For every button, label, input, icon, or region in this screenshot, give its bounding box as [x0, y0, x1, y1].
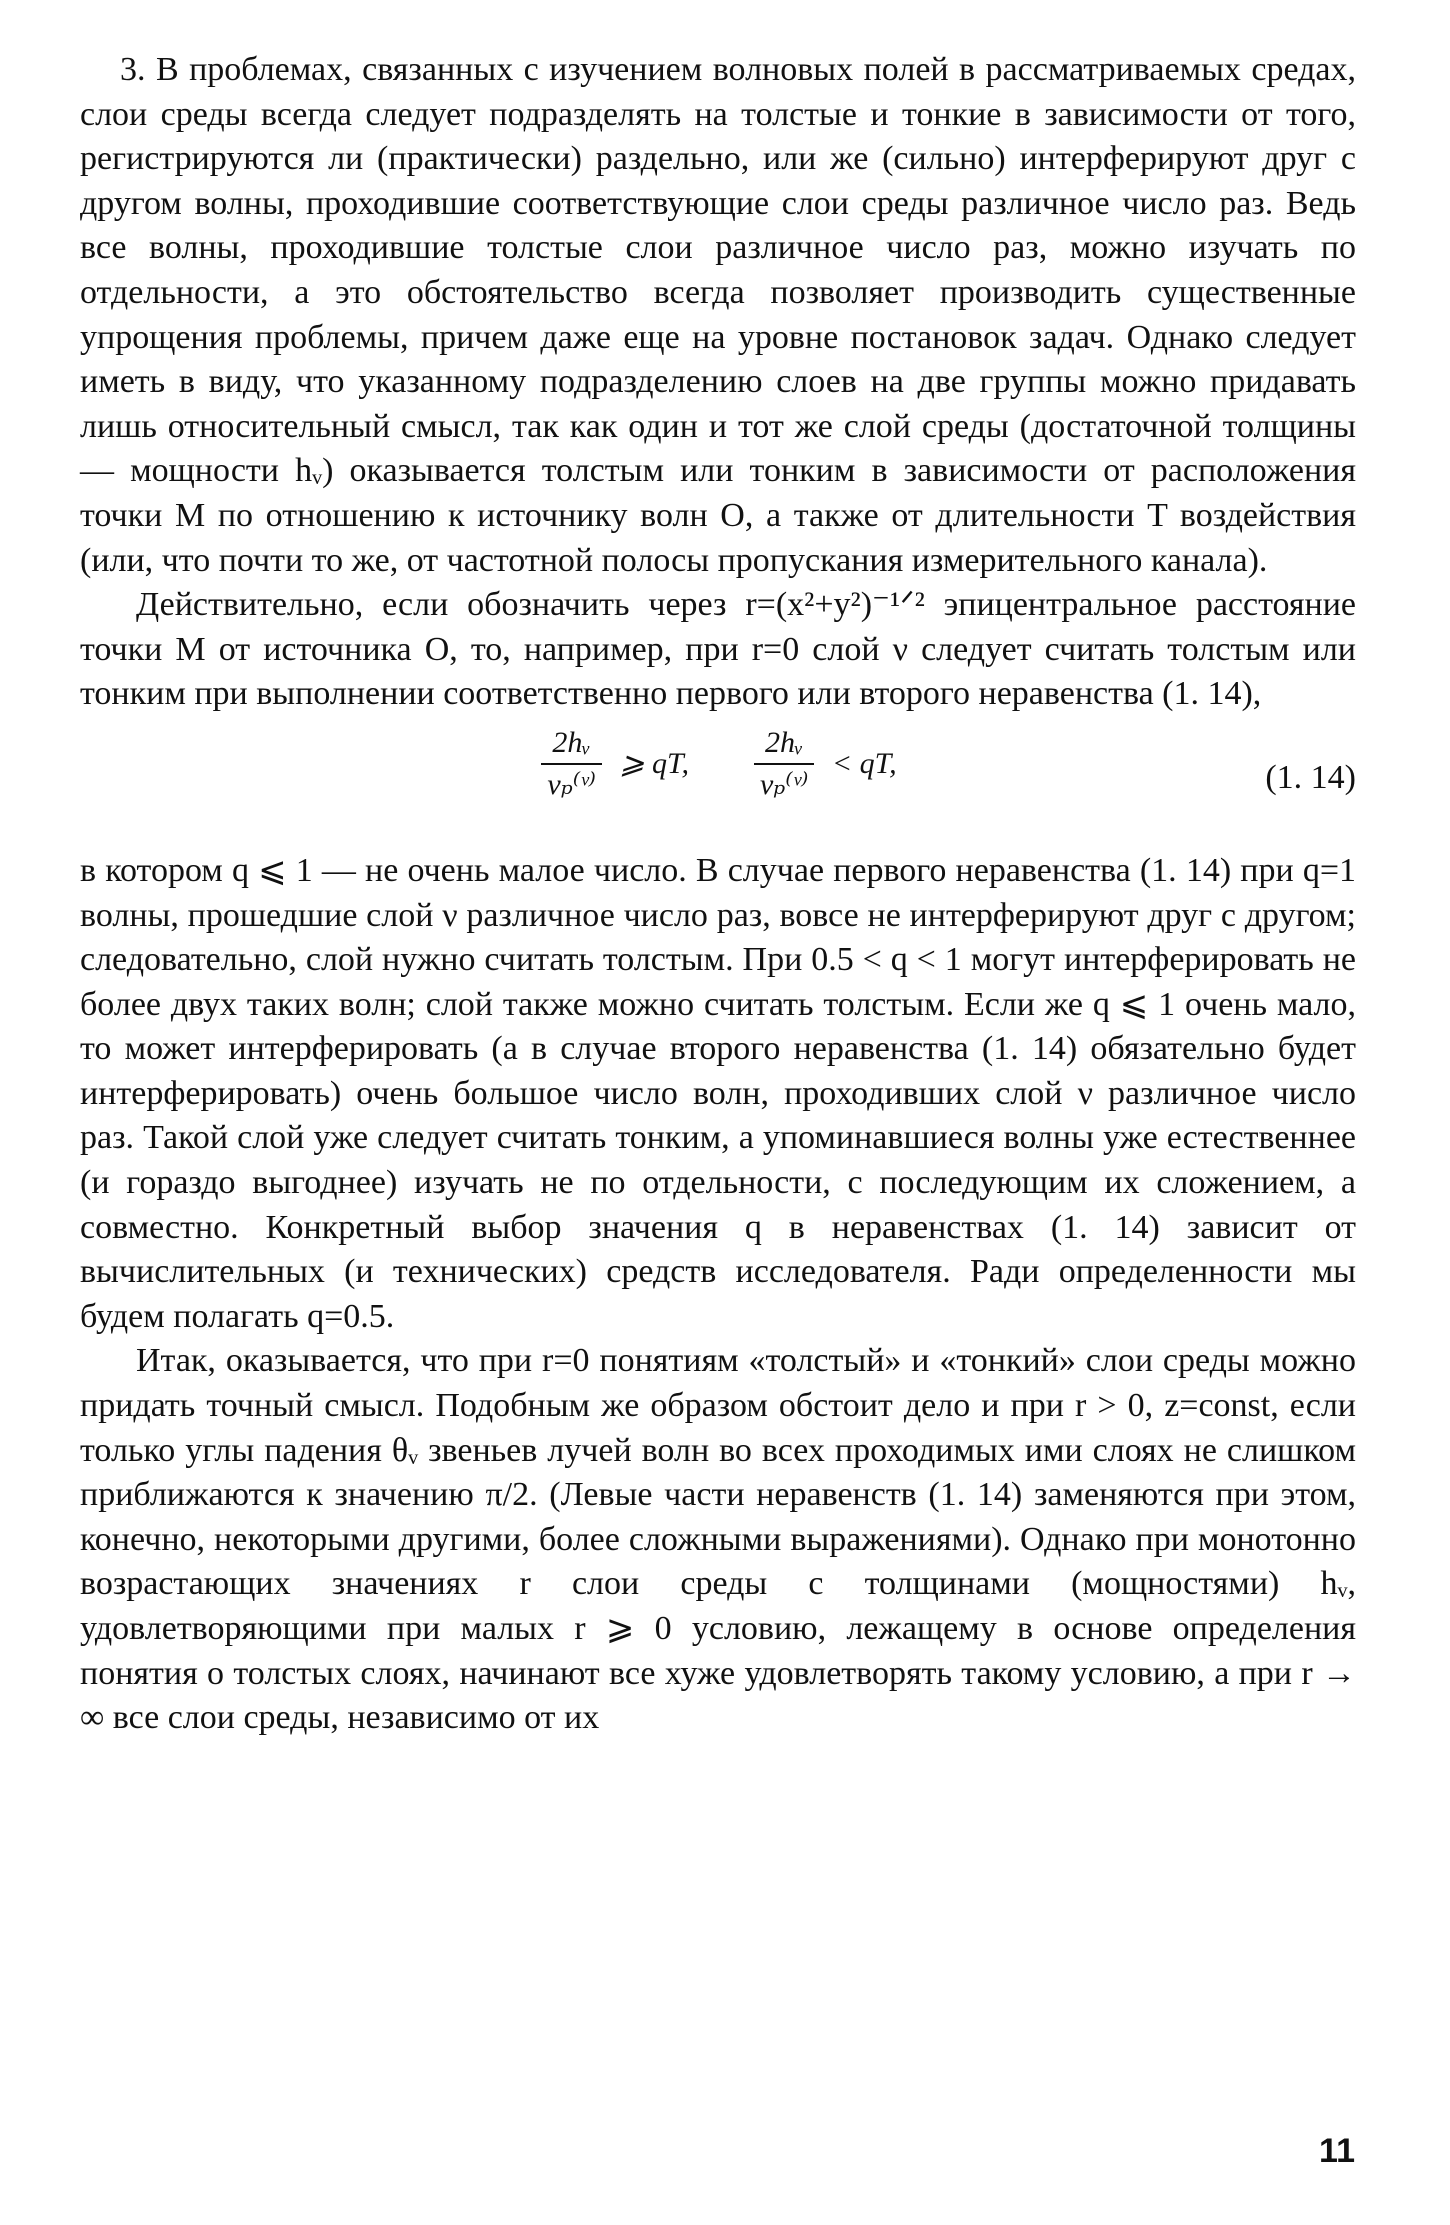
left-numerator: 2hᵥ — [541, 723, 601, 765]
right-denominator: vₚ⁽ᵛ⁾ — [759, 767, 809, 801]
left-denominator: vₚ⁽ᵛ⁾ — [547, 767, 596, 801]
paragraph-3: в котором q ⩽ 1 — не очень малое число. В случае первого неравенства (1. 14) при q=1 волны, прошедшие слой ν различное число раз, вовсе не интерферируют друг с другом; следовательно, слой нужно считать толстым. При 0.5 < q < 1 могут интерферировать не более двух таких волн; слой также можно считать толстым. Если же q ⩽ 1 очень мало, то может интерферировать (а в случае второго неравенства (1. 14) обязательно будет интерферировать) очень большое число волн, проходивших слой ν различное число раз. Такой слой уже следует считать тонким, а упоминавшиеся волны уже естественнее (и гораздо выгоднее) изучать не по отдельности, с последующим их сложением, а совместно. Конкретный выбор значения q в неравенствах (1. 14) зависит от вычислительных (и технических) средств исследователя. Ради определенности мы будем полагать q=0.5. — [80, 851, 1356, 1335]
page-number: 11 — [1319, 2132, 1355, 2170]
equation-number: (1. 14) — [1265, 758, 1356, 796]
formula-1-14 — [80, 723, 1356, 841]
right-fraction — [754, 723, 814, 805]
paragraph-4: Итак, оказывается, что при r=0 понятиям «толстый» и «тонкий» слои среды можно придать точный смысл. Подобным же образом обстоит дело и при r > 0, z=const, если только углы падения θᵥ звеньев лучей волн во всех проходимых ими слоях не слишком приближаются к значению π/2. (Левые части неравенств (1. 14) заменяются при этом, конечно, некоторыми другими, более сложными выражениями). Однако при монотонно возрастающих значениях r слои среды с толщинами (мощностями) hᵥ, удовлетворяющими при малых r ⩾ 0 условию, лежащему в основе определения понятия о толстых слоях, начинают все хуже удовлетворять такому условию, а при r → ∞ все слои среды, независимо от их — [80, 1342, 1356, 1737]
left-fraction — [541, 723, 601, 805]
paragraph-1: 3. В проблемах, связанных с изучением волновых полей в рассматриваемых средах, слои среды всегда следует подразделять на толстые и тонкие в зависимости от того, регистрируются ли (практически) раздельно, или же (сильно) интерферируют друг с другом волны, проходившие соответствующие слои среды различное число раз. Ведь все волны, проходившие толстые слои различное число раз, можно изучать по отдельности, а это обстоятельство всегда позволяет производить существенные упрощения проблемы, причем даже еще на уровне постановок задач. Однако следует иметь в виду, что указанному подразделению слоев на две группы можно придавать лишь относительный смысл, так как один и тот же слой среды (достаточной толщины — мощности hᵥ) оказывается толстым или тонким в зависимости от расположения точки M по отношению к источнику волн O, а также от длительности T воздействия (или, что почти то же, от частотной полосы пропускания измерительного канала). — [80, 51, 1356, 579]
paragraph-2: Действительно, если обозначить через r=(x²+y²)⁻¹ᐟ² эпицентральное расстояние точки M от источника O, то, например, при r=0 слой ν следует считать толстым или тонким при выполнении соответственно первого или второго неравенства (1. 14), — [80, 586, 1356, 713]
right-numerator: 2hᵥ — [754, 723, 814, 765]
text-block — [80, 48, 1356, 1741]
inequalities — [80, 723, 1356, 805]
left-relation: ⩾ qT, — [619, 747, 689, 781]
right-relation: < qT, — [831, 746, 897, 780]
